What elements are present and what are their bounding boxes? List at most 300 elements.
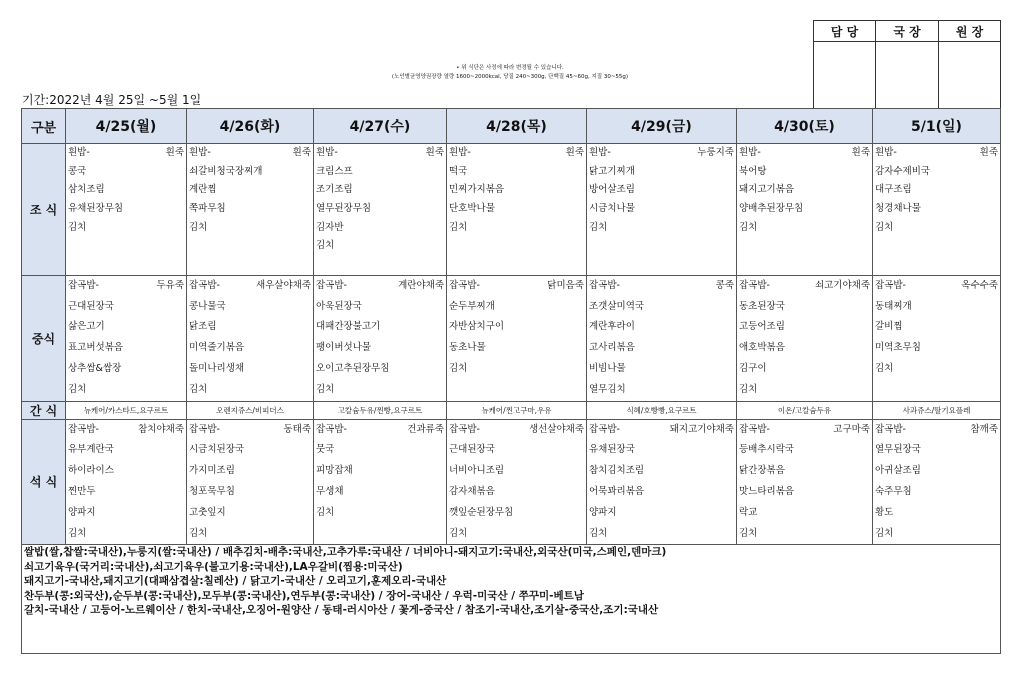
menu-item-main: 고춧잎지 bbox=[189, 506, 226, 518]
menu-item bbox=[589, 276, 734, 297]
menu-item-main: 하이라이스 bbox=[68, 465, 114, 477]
menu-item-main: 동초나물 bbox=[449, 342, 486, 354]
menu-item bbox=[449, 503, 584, 524]
menu-item-main: 시금치된장국 bbox=[189, 444, 245, 456]
menu-item bbox=[589, 440, 734, 461]
lunch-label: 중식 bbox=[22, 275, 66, 401]
menu-item-main: 유부계란국 bbox=[68, 444, 114, 456]
menu-item bbox=[68, 276, 184, 297]
menu-item-porridge: 계란야채죽 bbox=[398, 279, 444, 291]
menu-item-porridge: 누룽지죽 bbox=[697, 147, 734, 158]
menu-item-main: 방어살조림 bbox=[589, 184, 635, 196]
menu-item bbox=[189, 440, 311, 461]
menu-item bbox=[875, 181, 998, 200]
menu-item-main: 유채된장국 bbox=[589, 444, 635, 456]
menu-item-main: 흰밥- bbox=[589, 147, 611, 158]
menu-item bbox=[449, 237, 584, 256]
menu-item-porridge: 새우살야채죽 bbox=[255, 279, 311, 291]
menu-item-main: 대구조림 bbox=[875, 184, 912, 196]
menu-item bbox=[739, 503, 870, 524]
menu-item bbox=[68, 237, 184, 256]
menu-item-porridge: 두유죽 bbox=[156, 279, 184, 291]
menu-item-porridge: 돼지고기야채죽 bbox=[669, 423, 734, 435]
menu-item-main: 김치 bbox=[739, 527, 758, 539]
menu-item bbox=[875, 482, 998, 503]
menu-item bbox=[739, 482, 870, 503]
menu-item bbox=[189, 200, 311, 219]
menu-item-main: 잡곡밥- bbox=[739, 423, 770, 435]
lunch-day-cell bbox=[587, 275, 737, 401]
menu-item bbox=[875, 163, 998, 182]
menu-item bbox=[316, 461, 444, 482]
menu-item-main: 김치 bbox=[189, 383, 208, 395]
menu-item-main: 양배추된장무침 bbox=[739, 203, 804, 215]
header-row bbox=[22, 109, 1001, 144]
menu-item-main: 김치 bbox=[68, 221, 87, 233]
menu-item bbox=[68, 200, 184, 219]
menu-item bbox=[68, 420, 184, 441]
menu-item-main: 락교 bbox=[739, 506, 758, 518]
menu-item-main: 어묵꽈리볶음 bbox=[589, 485, 645, 497]
breakfast-day-cell bbox=[587, 144, 737, 276]
menu-item-main: 흰밥- bbox=[449, 147, 471, 158]
menu-item-main: 흰밥- bbox=[739, 147, 761, 158]
menu-item bbox=[316, 503, 444, 524]
menu-item-main: 김치 bbox=[875, 527, 894, 539]
breakfast-day-cell bbox=[873, 144, 1001, 276]
menu-item-porridge: 참깨죽 bbox=[970, 423, 998, 435]
menu-item bbox=[739, 256, 870, 275]
lunch-day-cell bbox=[447, 275, 587, 401]
menu-item bbox=[68, 440, 184, 461]
menu-item bbox=[316, 359, 444, 380]
menu-item-main: 무생채 bbox=[316, 485, 344, 497]
menu-item-porridge: 건과류죽 bbox=[407, 423, 444, 435]
menu-item-main: 감자수제비국 bbox=[875, 165, 931, 177]
menu-item bbox=[189, 144, 311, 163]
menu-item bbox=[316, 237, 444, 256]
menu-item-main: 김치 bbox=[739, 221, 758, 233]
menu-item bbox=[316, 380, 444, 401]
approval-sign-director bbox=[876, 42, 939, 109]
menu-item bbox=[68, 359, 184, 380]
menu-item bbox=[449, 317, 584, 338]
menu-item bbox=[589, 420, 734, 441]
menu-item-main: 김치 bbox=[189, 527, 208, 539]
menu-item-main: 김치 bbox=[316, 383, 335, 395]
menu-item bbox=[589, 461, 734, 482]
menu-item bbox=[68, 338, 184, 359]
origin-line: 쇠고기육우(국거리:국내산),쇠고기육우(불고기용:국내산),LA우갈비(찜용:미국산) bbox=[24, 560, 403, 573]
lunch-row bbox=[22, 275, 1001, 401]
dinner-row bbox=[22, 419, 1001, 545]
menu-item bbox=[875, 359, 998, 380]
menu-item bbox=[739, 181, 870, 200]
dinner-day-cell bbox=[737, 419, 873, 545]
menu-item bbox=[875, 503, 998, 524]
menu-item bbox=[189, 256, 311, 275]
menu-item-main: 청경채나물 bbox=[875, 203, 921, 215]
menu-item-main: 잡곡밥- bbox=[189, 279, 220, 291]
menu-item bbox=[68, 461, 184, 482]
menu-item bbox=[449, 297, 584, 318]
dinner-day-cell bbox=[66, 419, 187, 545]
snack-cell: 오렌지쥬스/비피더스 bbox=[187, 401, 314, 419]
menu-item-porridge: 닭미음죽 bbox=[547, 279, 584, 291]
menu-item bbox=[875, 200, 998, 219]
menu-item-main: 표고버섯볶음 bbox=[68, 342, 124, 354]
menu-item-main: 고사리볶음 bbox=[589, 342, 635, 354]
header-day: 4/29(금) bbox=[587, 109, 737, 144]
menu-item-main: 삼치조림 bbox=[68, 184, 105, 196]
menu-item-main: 떡국 bbox=[449, 165, 468, 177]
header-day: 4/25(월) bbox=[66, 109, 187, 144]
menu-item bbox=[189, 482, 311, 503]
menu-item-main: 김치 bbox=[68, 383, 87, 395]
menu-item-main: 숙주무침 bbox=[875, 485, 912, 497]
menu-table bbox=[21, 108, 1001, 654]
menu-item bbox=[449, 420, 584, 441]
origin-notice bbox=[22, 545, 1001, 654]
menu-item bbox=[316, 338, 444, 359]
menu-item-main: 맛느타리볶음 bbox=[739, 485, 795, 497]
approval-label-head: 원 장 bbox=[939, 21, 1001, 42]
menu-item bbox=[68, 297, 184, 318]
menu-item bbox=[875, 420, 998, 441]
menu-item bbox=[189, 276, 311, 297]
menu-item-main: 동초된장국 bbox=[739, 300, 785, 312]
menu-item bbox=[589, 482, 734, 503]
menu-item bbox=[449, 144, 584, 163]
menu-item-main: 잡곡밥- bbox=[589, 423, 620, 435]
menu-item-main: 조갯살미역국 bbox=[589, 300, 645, 312]
menu-item-main: 콩국 bbox=[68, 165, 87, 177]
snack-cell: 뉴케어/카스타드,요구르트 bbox=[66, 401, 187, 419]
notice-line-2: (노인별균영양권장량 열량 1600~2000kcal, 당질 240~300g, 단백질 45~60g, 지질 30~55g) bbox=[391, 74, 629, 80]
menu-item-main: 고등어조림 bbox=[739, 321, 785, 333]
menu-item-main: 너비아니조림 bbox=[449, 465, 505, 477]
menu-item bbox=[589, 144, 734, 163]
menu-item-main: 김치 bbox=[739, 383, 758, 395]
menu-item bbox=[68, 144, 184, 163]
menu-item bbox=[875, 256, 998, 275]
menu-item bbox=[189, 359, 311, 380]
menu-item-main: 삶은고기 bbox=[68, 321, 105, 333]
menu-item-main: 아욱된장국 bbox=[316, 300, 362, 312]
menu-item bbox=[589, 237, 734, 256]
menu-item-main: 열무된장무침 bbox=[316, 203, 372, 215]
menu-item-main: 시금치나물 bbox=[589, 203, 635, 215]
approval-box bbox=[813, 20, 1001, 109]
lunch-day-cell bbox=[314, 275, 447, 401]
menu-item-main: 유채된장무침 bbox=[68, 203, 124, 215]
menu-item-main: 미역줄기볶음 bbox=[189, 342, 245, 354]
menu-item bbox=[316, 256, 444, 275]
menu-item bbox=[316, 317, 444, 338]
menu-item-main: 쪽파무침 bbox=[189, 203, 226, 215]
menu-item-main: 열무김치 bbox=[589, 383, 626, 395]
menu-item bbox=[189, 524, 311, 545]
menu-item bbox=[449, 359, 584, 380]
header-day: 4/27(수) bbox=[314, 109, 447, 144]
menu-item bbox=[739, 163, 870, 182]
menu-item-main: 잡곡밥- bbox=[316, 423, 347, 435]
menu-item bbox=[875, 338, 998, 359]
menu-item-main: 흰밥- bbox=[189, 147, 211, 158]
menu-item bbox=[68, 181, 184, 200]
menu-item-main: 가지미조림 bbox=[189, 465, 235, 477]
menu-item bbox=[589, 524, 734, 545]
menu-item bbox=[316, 524, 444, 545]
menu-item-porridge: 흰죽 bbox=[425, 147, 444, 158]
breakfast-label: 조 식 bbox=[22, 144, 66, 276]
menu-item bbox=[739, 276, 870, 297]
menu-item bbox=[739, 359, 870, 380]
dinner-day-cell bbox=[447, 419, 587, 545]
menu-item bbox=[316, 297, 444, 318]
menu-item bbox=[589, 219, 734, 238]
snack-cell: 이온/고칼슘두유 bbox=[737, 401, 873, 419]
menu-item-main: 닭고기찌개 bbox=[589, 165, 635, 177]
menu-item bbox=[875, 297, 998, 318]
menu-item bbox=[316, 420, 444, 441]
menu-item-main: 흰밥- bbox=[875, 147, 897, 158]
menu-item bbox=[68, 380, 184, 401]
menu-item-main: 대패간장불고기 bbox=[316, 321, 381, 333]
snack-cell: 뉴케어/찐고구마,우유 bbox=[447, 401, 587, 419]
menu-item-main: 흰밥- bbox=[316, 147, 338, 158]
menu-item bbox=[68, 503, 184, 524]
snack-cell: 사과쥬스/딸기요플레 bbox=[873, 401, 1001, 419]
menu-item-main: 김치 bbox=[68, 527, 87, 539]
menu-item bbox=[449, 461, 584, 482]
dinner-day-cell bbox=[314, 419, 447, 545]
origin-line: 갈치-국내산 / 고등어-노르웨이산 / 한치-국내산,오징어-원양산 / 동태-러시아산 / 꽃게-중국산 / 참조기-국내산,조기살-중국산,조기:국내산 bbox=[24, 604, 659, 617]
menu-item-main: 미역초무침 bbox=[875, 342, 921, 354]
lunch-day-cell bbox=[737, 275, 873, 401]
menu-item-main: 돼지고기볶음 bbox=[739, 184, 795, 196]
snack-row bbox=[22, 401, 1001, 419]
menu-item-main: 북어탕 bbox=[739, 165, 767, 177]
menu-item bbox=[739, 461, 870, 482]
menu-item bbox=[739, 237, 870, 256]
menu-item bbox=[739, 338, 870, 359]
menu-item-main: 계란후라이 bbox=[589, 321, 635, 333]
header-day: 4/26(화) bbox=[187, 109, 314, 144]
menu-item bbox=[739, 420, 870, 441]
menu-item bbox=[189, 163, 311, 182]
menu-item bbox=[68, 219, 184, 238]
menu-item bbox=[449, 482, 584, 503]
menu-item bbox=[189, 219, 311, 238]
menu-item bbox=[449, 200, 584, 219]
dinner-day-cell bbox=[873, 419, 1001, 545]
menu-item bbox=[189, 317, 311, 338]
menu-item bbox=[316, 440, 444, 461]
menu-item-main: 자반삼치구이 bbox=[449, 321, 505, 333]
menu-item-main: 민찌가지볶음 bbox=[449, 184, 505, 196]
menu-item bbox=[875, 237, 998, 256]
menu-item-porridge: 흰죽 bbox=[979, 147, 998, 158]
dinner-label: 석 식 bbox=[22, 419, 66, 545]
menu-item-main: 잡곡밥- bbox=[589, 279, 620, 291]
menu-item-porridge: 생선살야채죽 bbox=[528, 423, 584, 435]
menu-item bbox=[68, 163, 184, 182]
menu-item-main: 김치 bbox=[189, 221, 208, 233]
menu-item bbox=[449, 256, 584, 275]
menu-item bbox=[875, 380, 998, 401]
menu-item-main: 김치 bbox=[589, 221, 608, 233]
origin-line: 찬두부(콩:외국산),순두부(콩:국내산),모두부(콩:국내산),연두부(콩:국내산) / 장어-국내산 / 우럭-미국산 / 쭈꾸미-베트남 bbox=[24, 589, 584, 602]
menu-item-main: 잡곡밥- bbox=[449, 279, 480, 291]
origin-line: 돼지고기-국내산,돼지고기(대패삼겹살:칠레산) / 닭고기-국내산 / 오리고기,훈제오리-국내산 bbox=[24, 575, 447, 588]
snack-cell: 고칼슘두유/찐빵,요구르트 bbox=[314, 401, 447, 419]
menu-item-porridge: 쇠고기야채죽 bbox=[814, 279, 870, 291]
menu-item-main: 쇠갈비청국장찌개 bbox=[189, 165, 263, 177]
menu-item bbox=[589, 359, 734, 380]
menu-item bbox=[449, 440, 584, 461]
breakfast-day-cell bbox=[314, 144, 447, 276]
menu-item-porridge: 흰죽 bbox=[165, 147, 184, 158]
menu-item-main: 크림스프 bbox=[316, 165, 353, 177]
menu-item-main: 참치김치조림 bbox=[589, 465, 645, 477]
menu-item bbox=[875, 461, 998, 482]
menu-item bbox=[875, 440, 998, 461]
snack-label: 간 식 bbox=[22, 401, 66, 419]
menu-item-main: 갈비찜 bbox=[875, 321, 903, 333]
menu-item-main: 찐만두 bbox=[68, 485, 96, 497]
menu-item bbox=[589, 380, 734, 401]
menu-item bbox=[875, 317, 998, 338]
approval-sign-head bbox=[939, 42, 1001, 109]
menu-item-main: 아귀살조림 bbox=[875, 465, 921, 477]
menu-item bbox=[449, 524, 584, 545]
menu-item-main: 계란찜 bbox=[189, 184, 217, 196]
menu-item bbox=[875, 276, 998, 297]
menu-item bbox=[589, 256, 734, 275]
menu-item bbox=[589, 181, 734, 200]
breakfast-day-cell bbox=[737, 144, 873, 276]
menu-item-main: 애호박볶음 bbox=[739, 342, 785, 354]
period-label: 기간:2022년 4월 25일 ~5월 1일 bbox=[22, 93, 202, 107]
menu-item bbox=[739, 317, 870, 338]
breakfast-day-cell bbox=[66, 144, 187, 276]
menu-item bbox=[189, 338, 311, 359]
menu-item bbox=[449, 276, 584, 297]
menu-item-porridge: 흰죽 bbox=[851, 147, 870, 158]
approval-sign-manager bbox=[814, 42, 876, 109]
menu-item-porridge: 고구마죽 bbox=[833, 423, 870, 435]
menu-item bbox=[449, 181, 584, 200]
menu-item-main: 순두부찌개 bbox=[449, 300, 495, 312]
menu-item-main: 김구이 bbox=[739, 363, 767, 374]
origin-row bbox=[22, 545, 1001, 654]
menu-item-main: 조기조림 bbox=[316, 184, 353, 196]
lunch-day-cell bbox=[66, 275, 187, 401]
menu-item-main: 김치 bbox=[875, 221, 894, 233]
menu-item-main: 잡곡밥- bbox=[875, 423, 906, 435]
menu-item bbox=[875, 524, 998, 545]
menu-item-main: 근대된장국 bbox=[68, 300, 114, 312]
menu-item bbox=[739, 144, 870, 163]
menu-item-main: 청포묵무침 bbox=[189, 485, 235, 497]
menu-item-main: 잡곡밥- bbox=[189, 423, 220, 435]
menu-item bbox=[189, 461, 311, 482]
menu-item bbox=[316, 219, 444, 238]
menu-item bbox=[316, 181, 444, 200]
snack-cell: 식혜/호빵빵,요구르트 bbox=[587, 401, 737, 419]
lunch-day-cell bbox=[873, 275, 1001, 401]
menu-item-main: 황도 bbox=[875, 506, 894, 518]
dinner-day-cell bbox=[187, 419, 314, 545]
menu-item bbox=[449, 163, 584, 182]
menu-item-main: 김치 bbox=[449, 527, 468, 539]
menu-item bbox=[316, 144, 444, 163]
menu-item bbox=[316, 276, 444, 297]
approval-label-director: 국 장 bbox=[876, 21, 939, 42]
menu-item-main: 뭇국 bbox=[316, 444, 335, 456]
menu-item bbox=[589, 163, 734, 182]
menu-item-main: 등배추시락국 bbox=[739, 444, 795, 456]
menu-item bbox=[589, 338, 734, 359]
breakfast-day-cell bbox=[187, 144, 314, 276]
header-day: 5/1(일) bbox=[873, 109, 1001, 144]
menu-item-porridge: 콩죽 bbox=[715, 279, 734, 291]
breakfast-day-cell bbox=[447, 144, 587, 276]
menu-item bbox=[875, 144, 998, 163]
menu-item-main: 잡곡밥- bbox=[68, 279, 99, 291]
menu-item-main: 상추쌈&쌈장 bbox=[68, 363, 122, 374]
menu-item-main: 콩나물국 bbox=[189, 300, 226, 312]
menu-item-main: 김치 bbox=[449, 221, 468, 233]
menu-item bbox=[68, 524, 184, 545]
menu-item-main: 감자채볶음 bbox=[449, 485, 495, 497]
menu-item-main: 동태찌개 bbox=[875, 300, 912, 312]
menu-item bbox=[739, 297, 870, 318]
menu-item bbox=[875, 219, 998, 238]
menu-item bbox=[316, 200, 444, 219]
menu-item bbox=[189, 237, 311, 256]
menu-item bbox=[189, 420, 311, 441]
menu-item-main: 잡곡밥- bbox=[739, 279, 770, 291]
menu-item bbox=[68, 256, 184, 275]
menu-item bbox=[316, 482, 444, 503]
menu-item bbox=[449, 219, 584, 238]
menu-item-porridge: 흰죽 bbox=[292, 147, 311, 158]
menu-item bbox=[589, 503, 734, 524]
menu-item-main: 김치 bbox=[589, 527, 608, 539]
approval-label-manager: 담 당 bbox=[814, 21, 876, 42]
header-category: 구분 bbox=[22, 109, 66, 144]
menu-item bbox=[68, 482, 184, 503]
menu-item-main: 김치 bbox=[316, 506, 335, 518]
menu-item-main: 닭조림 bbox=[189, 321, 217, 333]
menu-item bbox=[449, 380, 584, 401]
header-day: 4/28(목) bbox=[447, 109, 587, 144]
menu-item-main: 양파지 bbox=[589, 506, 617, 518]
menu-item-main: 잡곡밥- bbox=[449, 423, 480, 435]
menu-item-main: 김치 bbox=[449, 363, 468, 374]
menu-item bbox=[68, 317, 184, 338]
menu-item bbox=[739, 200, 870, 219]
menu-item bbox=[189, 297, 311, 318]
menu-item-porridge: 흰죽 bbox=[565, 147, 584, 158]
menu-item-main: 오이고추된장무침 bbox=[316, 363, 390, 374]
menu-item bbox=[589, 297, 734, 318]
menu-item-main: 깻잎순된장무침 bbox=[449, 506, 514, 518]
notice-line-1: • 위 식단은 사정에 따라 변경될 수 있습니다. bbox=[456, 65, 564, 71]
menu-item-main: 근대된장국 bbox=[449, 444, 495, 456]
